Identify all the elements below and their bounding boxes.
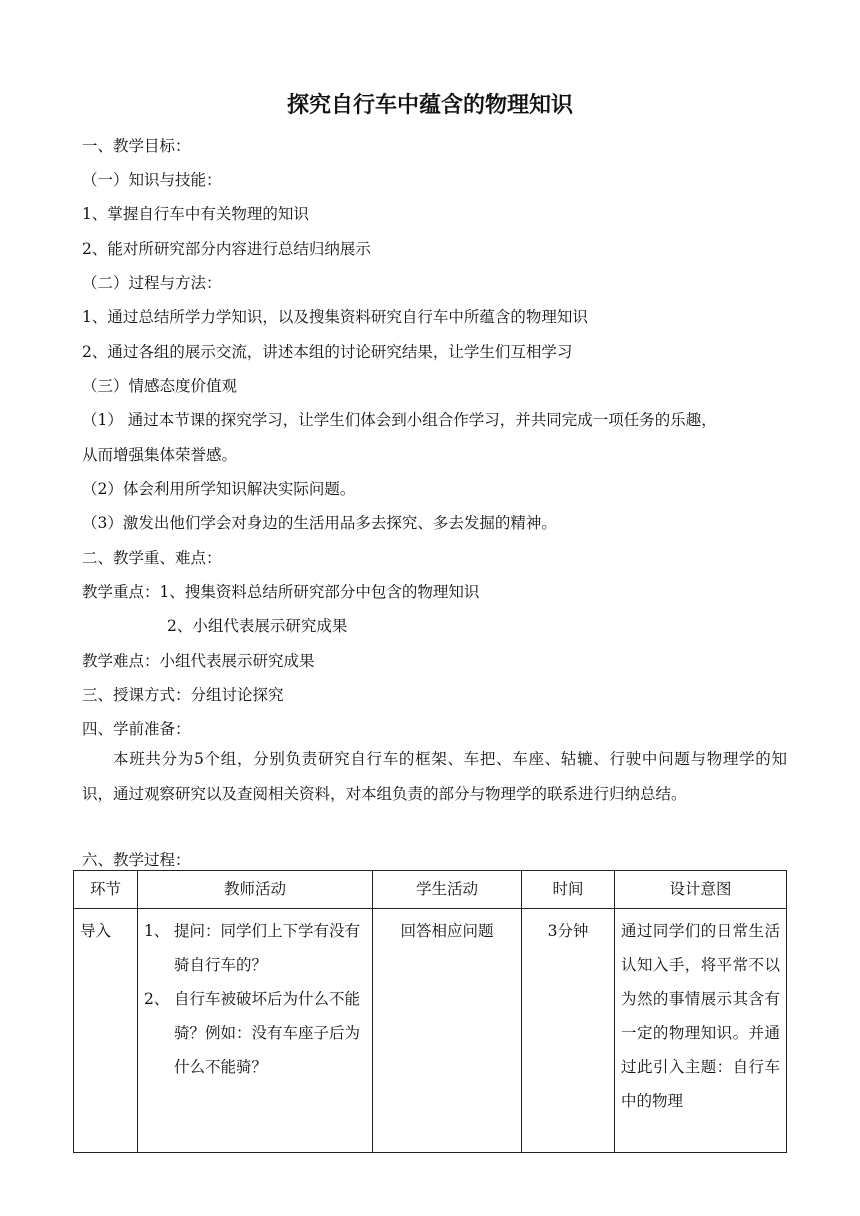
step-text: 提问：同学们上下学有没有骑自行车的？ — [174, 922, 361, 974]
subheading-knowledge: （一）知识与技能： — [82, 171, 222, 189]
teacher-steps — [144, 914, 366, 1084]
list-item — [144, 914, 366, 982]
heading-objectives: 一、教学目标： — [82, 137, 191, 155]
text-line: 从而增强集体荣誉感。 — [82, 446, 238, 464]
text-line: 教学难点：小组代表展示研究成果 — [82, 652, 315, 670]
subheading-values: （三）情感态度价值观 — [82, 377, 238, 395]
preparation-text: 本班共分为5个组，分别负责研究自行车的框架、车把、车座、轱辘、行驶中问题与物理学的知识，通过观察研究以及查阅相关资料，对本组负责的部分与物理学的联系进行归纳总结。 — [82, 750, 787, 803]
text-line: 1、通过总结所学力学知识，以及搜集资料研究自行车中所蕴含的物理知识 — [82, 308, 588, 326]
heading-preparation: 四、学前准备： — [82, 720, 191, 738]
heading-teaching-process: 六、教学过程： — [82, 851, 191, 869]
document-title: 探究自行车中蕴含的物理知识 — [286, 92, 573, 118]
step-text: 自行车被破坏后为什么不能骑？例如：没有车座子后为什么不能骑？ — [174, 990, 361, 1076]
subheading-process: （二）过程与方法： — [82, 274, 222, 292]
step-number: 2、 — [144, 990, 170, 1008]
table-row — [74, 909, 787, 1153]
list-item — [144, 982, 366, 1084]
text-line: 教学重点：1、搜集资料总结所研究部分中包含的物理知识 — [82, 583, 480, 601]
heading-key-points: 二、教学重、难点： — [82, 549, 222, 567]
text-line: （1） 通过本节课的探究学习，让学生们体会到小组合作学习，并共同完成一项任务的乐趣， — [82, 411, 717, 429]
header-design-intent: 设计意图 — [615, 871, 787, 909]
header-teacher-activity: 教师活动 — [138, 871, 373, 909]
cell-teacher-activity — [138, 909, 373, 1153]
step-number: 1、 — [144, 922, 170, 940]
cell-time: 3分钟 — [522, 909, 615, 1153]
text-line: 2、小组代表展示研究成果 — [167, 617, 348, 635]
text-line: 1、掌握自行车中有关物理的知识 — [82, 205, 309, 223]
cell-stage: 导入 — [74, 909, 138, 1153]
header-time: 时间 — [522, 871, 615, 909]
header-stage: 环节 — [74, 871, 138, 909]
text-line: 2、能对所研究部分内容进行总结归纳展示 — [82, 240, 371, 258]
cell-student-activity: 回答相应问题 — [373, 909, 522, 1153]
header-student-activity: 学生活动 — [373, 871, 522, 909]
cell-design-intent: 通过同学们的日常生活认知入手，将平常不以为然的事情展示其含有一定的物理知识。并通过此引入主题：自行车中的物理 — [615, 909, 787, 1153]
lesson-table — [73, 870, 787, 1153]
text-line: （3）激发出他们学会对身边的生活用品多去探究、多去发掘的精神。 — [82, 514, 557, 532]
text-line: （2）体会利用所学知识解决实际问题。 — [82, 480, 356, 498]
text-line: 2、通过各组的展示交流，讲述本组的讨论研究结果，让学生们互相学习 — [82, 343, 573, 361]
heading-teaching-method: 三、授课方式：分组讨论探究 — [82, 686, 284, 704]
preparation-paragraph — [82, 742, 787, 812]
table-header-row — [74, 871, 787, 909]
